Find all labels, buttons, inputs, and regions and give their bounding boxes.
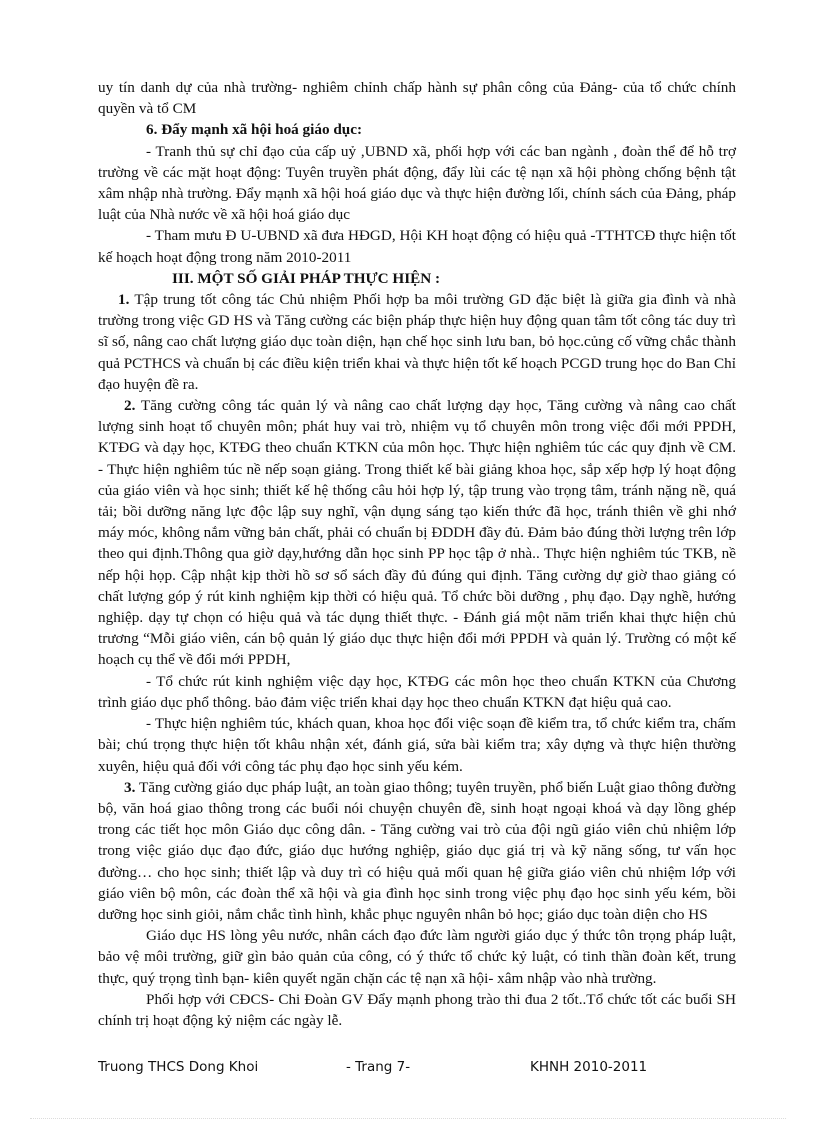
item-number-1: 1. xyxy=(118,291,130,309)
footer-school: Truong THCS Dong Khoi xyxy=(98,1059,259,1075)
page-bottom-edge xyxy=(30,1118,786,1119)
item-number-2: 2. xyxy=(124,397,136,415)
footer-plan: KHNH 2010-2011 xyxy=(530,1059,648,1075)
paragraph-patriotism: Giáo dục HS lòng yêu nước, nhân cách đạo đức làm người giáo dục ý thức tôn trọng pháp luật, bảo vệ môi trường, giữ gìn bảo quản của công, có ý thức tổ chức kỷ luật, có tinh thần đoàn kết, trung thực, quý trọng tình bạn- kiên quyết ngăn chặn các tệ nạn xã hội- xâm nhập vào nhà trường. xyxy=(98,927,736,987)
paragraph-lesson-review: - Tổ chức rút kinh nghiệm việc dạy học, KTĐG các môn học theo chuẩn KTKN của Chương trình giáo dục phổ thông. bảo đảm việc triển khai dạy học theo chuẩn KTKN đạt hiệu quả cao. xyxy=(98,672,736,711)
paragraph-testing: - Thực hiện nghiêm túc, khách quan, khoa học đổi việc soạn đề kiểm tra, tổ chức kiểm tra, chấm bài; chú trọng thực hiện tốt khâu nhận xét, đánh giá, sửa bài kiểm tra; xây dựng và thực hiện thường xuyên, hiệu quả đối với công tác phụ đạo học sinh yếu kém. xyxy=(98,715,736,775)
document-body xyxy=(98,77,736,1031)
item-text-3: Tăng cường giáo dục pháp luật, an toàn giao thông; tuyên truyền, phổ biến Luật giao thông đường bộ, văn hoá giao thông trong các buổi nói chuyện chuyên đề, sinh hoạt ngoại khoá và dạy lồng ghép trong các tiết học môn Giáo dục công dân. - Tăng cường vai trò của đội ngũ giáo viên chủ nhiệm lớp trong việc giáo dục đạo đức, giáo dục hướng nghiệp, giáo dục giá trị và kỹ năng sống, tư vấn học đường… cho học sinh; thiết lập và duy trì có hiệu quả mối quan hệ giữa giáo viên chủ nhiệm lớp với giáo viên bộ môn, các đoàn thể xã hội và gia đình học sinh trong việc phụ đạo học sinh yếu kém, bồi dưỡng học sinh giỏi, nắm chắc tình hình, khắc phục nguyên nhân bỏ học; giáo dục toàn diện cho HS xyxy=(98,778,736,923)
item-text-1: Tập trung tốt công tác Chủ nhiệm Phối hợp ba môi trường GD đặc biệt là giữa gia đình và nhà trường trong việc GD HS và Tăng cường các biện pháp thực hiện huy động quan tâm tốt công tác duy trì sĩ số, nâng cao chất lượng giáo dục toàn diện, hạn chế học sinh lưu ban, bỏ học.củng cố vững chắc thành quả PCTHCS và chuẩn bị các điều kiện triển khai và thực hiện tốt kế hoạch PCGD trung học do Ban Chỉ đạo huyện đề ra. xyxy=(98,291,736,393)
solution-item-3 xyxy=(98,777,736,925)
item-text-2: Tăng cường công tác quản lý và nâng cao chất lượng dạy học, Tăng cường và nâng cao chất lượng sinh hoạt tổ chuyên môn; phát huy vai trò, nhiệm vụ tổ chuyên môn trong việc đổi mới PPDH, KTĐG và dạy học, KTĐG theo chuẩn KTKN của môn học. Thực hiện nghiêm túc các quy định về CM. - Thực hiện nghiêm túc nề nếp soạn giảng. Trong thiết kế bài giảng khoa học, sắp xếp hợp lý hoạt động của giáo viên và học sinh; thiết kế hệ thống câu hỏi hợp lý, tập trung vào trọng tâm, tránh nặng nề, quá tải; bồi dưỡng năng lực độc lập suy nghĩ, vận dụng sáng tạo kiến thức đã học, tránh thiên về ghi nhớ máy móc, không nắm vững bản chất, phải có chuẩn bị ĐDDH đầy đủ. Đảm bảo đúng thời lượng trên lớp theo qui định.Thông qua giờ dạy,hướng dẫn học sinh PP học tập ở nhà.. Thực hiện nghiêm túc TKB, nề nếp hội họp. Cập nhật kịp thời hồ sơ sổ sách đầy đủ đúng qui định. Tăng cường dự giờ thao giảng có chất lượng góp ý rút kinh nghiệm kịp thời có hiệu quả. Tổ chức bồi dưỡng , phụ đạo. Dạy nghề, hướng nghiệp. dạy tự chọn có hiệu quả và tác dụng thiết thực. - Đánh giá một năm triển khai thực hiện chủ trương “Mỗi giáo viên, cán bộ quản lý giáo dục thực hiện đổi mới PPDH và quản lý. Trường có một kế hoạch cụ thể về đổi mới PPDH, xyxy=(98,397,737,669)
solution-item-2 xyxy=(98,395,736,671)
section-heading-6: 6. Đẩy mạnh xã hội hoá giáo dục: xyxy=(146,121,363,139)
section-heading-solutions: III. MỘT SỐ GIẢI PHÁP THỰC HIỆN : xyxy=(172,269,441,287)
paragraph-coordination: Phối hợp với CĐCS- Chi Đoàn GV Đẩy mạnh phong trào thi đua 2 tốt..Tổ chức tốt các buổi SH chính trị hoạt động kỷ niệm các ngày lễ. xyxy=(98,990,736,1029)
solution-item-1 xyxy=(98,289,736,395)
paragraph-advisory: - Tham mưu Đ U-UBND xã đưa HĐGD, Hội KH hoạt động có hiệu quả -TTHTCĐ thực hiện tốt kế hoạch hoạt động trong năm 2010-2011 xyxy=(98,227,736,266)
paragraph-continuation: uy tín danh dự của nhà trường- nghiêm chỉnh chấp hành sự phân công của Đảng- của tổ chức chính quyền và tổ CM xyxy=(98,79,736,118)
paragraph-social-education: - Tranh thủ sự chỉ đạo của cấp uỷ ,UBND xã, phối hợp với các ban ngành , đoàn thể để hỗ trợ trường về các mặt hoạt động: Tuyên truyền phát động, đẩy lùi các tệ nạn xã hội phòng chống bệnh tật xâm nhập nhà trường. Đẩy mạnh xã hội hoá giáo dục và thực hiện đường lối, chính sách của Đảng, pháp luật của Nhà nước về xã hội hoá giáo dục xyxy=(98,142,736,224)
footer-page-number: - Trang 7- xyxy=(346,1059,411,1075)
item-number-3: 3. xyxy=(124,778,136,796)
